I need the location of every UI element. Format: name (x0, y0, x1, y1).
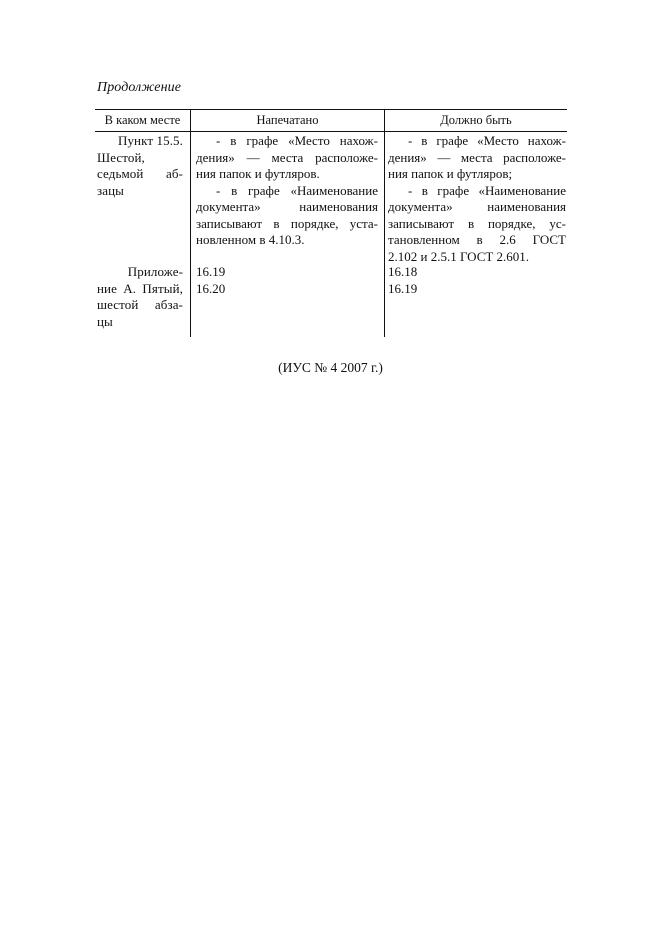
row2-place-line: цы (97, 313, 113, 329)
row1-should-line: тановленном в 2.6 ГОСТ (388, 232, 566, 247)
row2-should-be (388, 264, 566, 297)
row2-printed-line: 16.20 (196, 280, 226, 296)
row1-should-line: дения» — места расположе- (388, 149, 566, 165)
continuation-heading: Продолжение (97, 80, 182, 95)
row1-should-be (388, 133, 566, 265)
row2-printed-line: 16.19 (196, 264, 226, 279)
row1-should-line: 2.102 и 2.5.1 ГОСТ 2.601. (388, 248, 530, 264)
row1-should-line: записывают в порядке, ус- (388, 215, 566, 231)
row2-place-line: ние А. Пятый, (97, 280, 183, 296)
row1-printed-line: записывают в порядке, уста- (196, 215, 378, 231)
header-should-be: Должно быть (440, 113, 512, 127)
table-header-rule (95, 131, 567, 132)
row1-printed-line: дения» — места расположе- (196, 149, 378, 165)
footer-reference: (ИУС № 4 2007 г.) (278, 360, 383, 375)
header-place: В каком месте (104, 113, 181, 127)
row1-printed-line: ния папок и футляров. (196, 166, 320, 181)
row2-should-line: 16.18 (388, 264, 418, 279)
row1-printed (196, 133, 378, 249)
row1-place-line: седьмой аб- (97, 166, 183, 181)
row2-printed (196, 264, 378, 297)
row1-printed-line: новленном в 4.10.3. (196, 232, 305, 247)
column-divider-1 (190, 109, 191, 337)
row1-should-line: - в графе «Наименование (408, 182, 566, 198)
row2-should-line: 16.19 (388, 280, 418, 296)
row1-place-line: зацы (97, 182, 124, 198)
row2-place (97, 264, 183, 330)
row1-place-line: Пункт 15.5. (117, 133, 183, 148)
row2-place-line: шестой абза- (97, 297, 183, 312)
column-divider-2 (384, 109, 385, 337)
row1-should-line: - в графе «Место нахож- (408, 133, 566, 148)
row1-should-line: документа» наименования (388, 199, 566, 214)
row1-should-line: ния папок и футляров; (388, 166, 513, 181)
row1-place (97, 133, 183, 199)
row1-place-line: Шестой, (97, 149, 145, 165)
row2-place-line: Приложе- (127, 264, 183, 279)
row1-printed-line: - в графе «Наименование (216, 182, 378, 198)
table-top-rule (95, 109, 567, 110)
header-printed: Напечатано (256, 113, 319, 127)
row1-printed-line: - в графе «Место нахож- (216, 133, 378, 148)
row1-printed-line: документа» наименования (196, 199, 378, 214)
